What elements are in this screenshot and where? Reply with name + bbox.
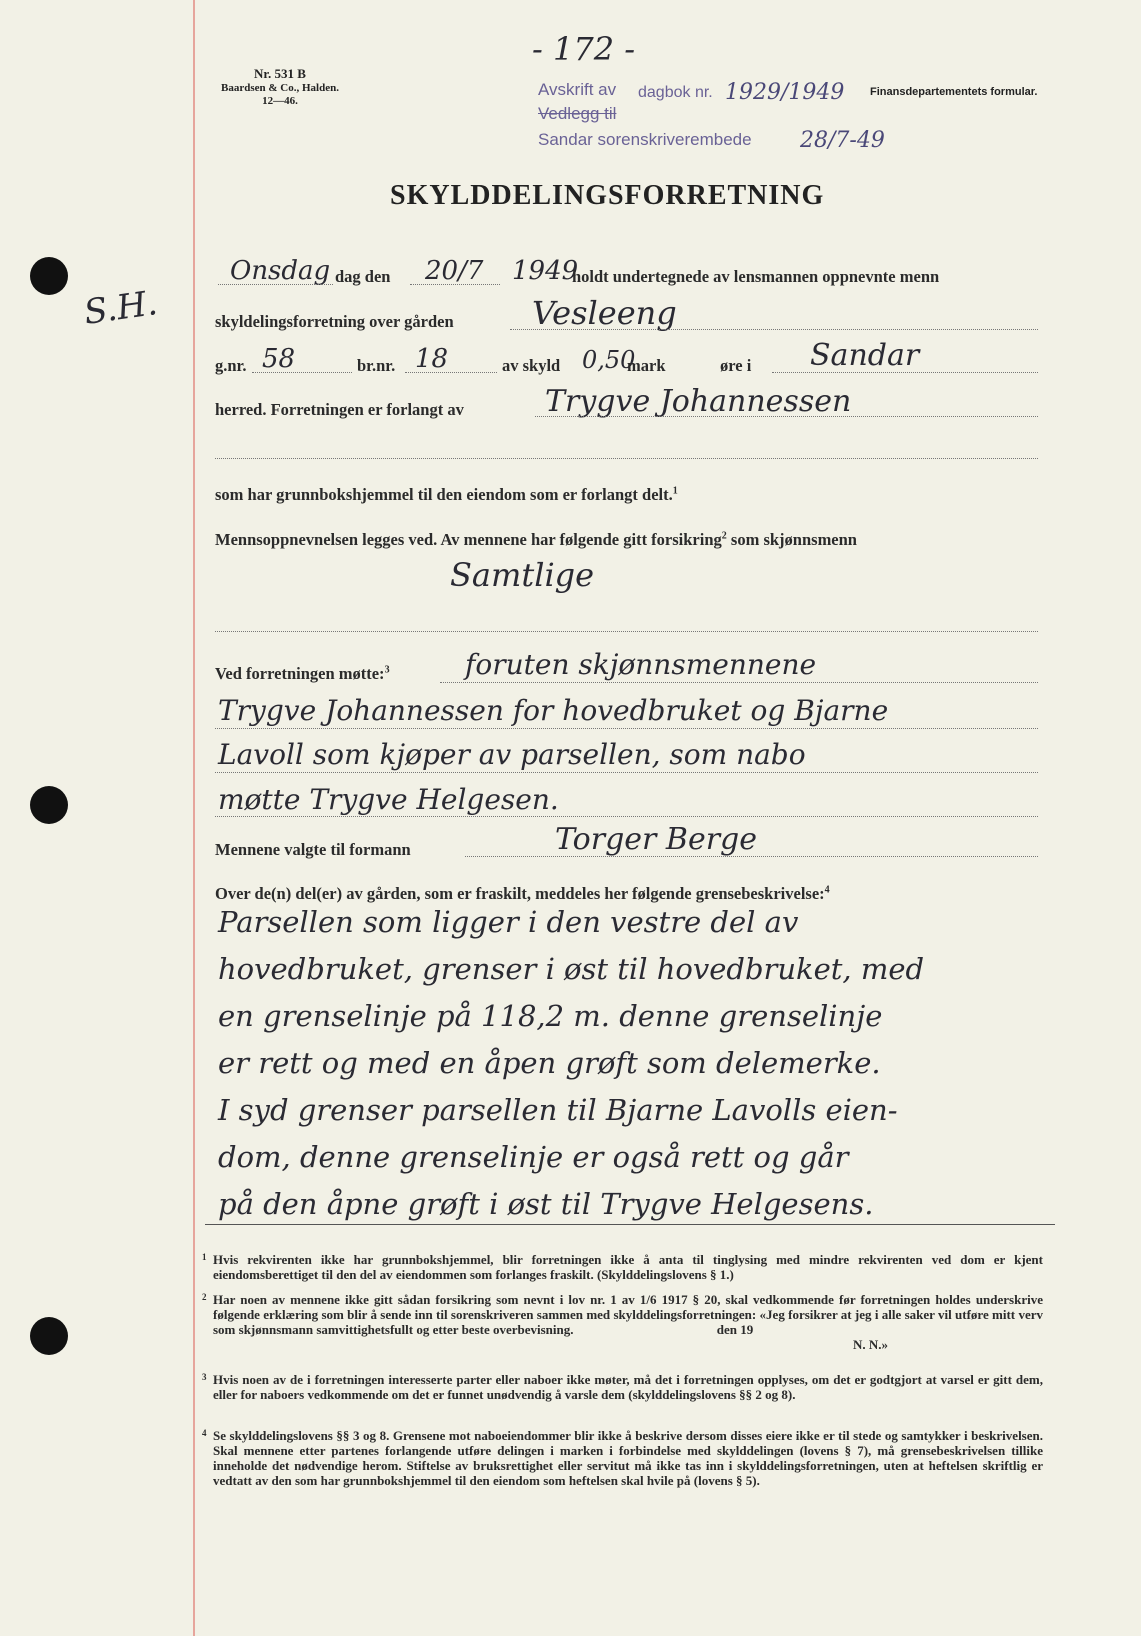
- form-publisher: Baardsen & Co., Halden.: [221, 82, 339, 94]
- grense-line-4: er rett og med en åpen grøft som delemerke.: [218, 1046, 881, 1080]
- footnote-2: 2 Har noen av mennene ikke gitt sådan forsikring som nevnt i lov nr. 1 av 1/6 1917 § 20, skal vedkommende før forretningen holdes underskrive følgende erklæring som blir å sende inn til sorenskriveren sammen med skylddelingsforretningen: «Jeg forsikrer at jeg i alle saker vil utføre mitt verv som skjønnsmann samvittighetsfullt og etter beste overbevisning. den 19 N. N.»: [202, 1292, 1043, 1352]
- fill-line: [440, 682, 1038, 683]
- motte-line-4: møtte Trygve Helgesen.: [218, 783, 559, 816]
- motte-line-1: foruten skjønnsmennene: [465, 648, 817, 681]
- ore-label: øre i: [720, 356, 752, 375]
- grense-line-6: dom, denne grenselinje er også rett og går: [218, 1140, 849, 1174]
- fill-line: [215, 772, 1038, 773]
- grense-line-5: I syd grenser parsellen til Bjarne Lavolls eien-: [218, 1093, 898, 1127]
- herred-label: herred. Forretningen er forlangt av: [215, 400, 464, 419]
- fill-line: [215, 816, 1038, 817]
- requester-hw: Trygve Johannessen: [545, 384, 852, 419]
- punch-hole: [30, 257, 68, 295]
- skyld-label: av skyld: [502, 356, 561, 375]
- form-number: Nr. 531 B: [254, 66, 306, 81]
- formann-label: Mennene valgte til formann: [215, 840, 411, 859]
- menn-text: Mennsoppnevnelsen legges ved. Av mennene har følgende gitt forsikring$^2$ som skjønnsmenn: [215, 530, 857, 549]
- mark-label: mark: [627, 356, 666, 375]
- year-hw: 1949: [512, 256, 579, 286]
- stamp-line1: Avskrift av: [538, 80, 617, 99]
- motte-line-2: Trygve Johannessen for hovedbruket og Bjarne: [218, 694, 889, 727]
- page-number: - 172 -: [532, 30, 636, 68]
- formann-hw: Torger Berge: [555, 822, 758, 857]
- grense-line-2: hovedbruket, grenser i øst til hovedbruket, med: [218, 952, 925, 986]
- grense-line-3: en grenselinje på 118,2 m. denne grenselinje: [218, 999, 883, 1033]
- farm-hw: Vesleeng: [532, 294, 677, 332]
- fill-line: [252, 372, 352, 373]
- fill-line: [218, 284, 333, 285]
- stamp-date: 28/7-49: [800, 128, 885, 153]
- dag-label: dag den: [335, 267, 391, 286]
- fill-line: [772, 372, 1038, 373]
- margin-initials: S.H.: [81, 283, 160, 333]
- bnr-label: br.nr.: [357, 356, 396, 375]
- gnr-hw: 58: [262, 344, 296, 374]
- stamp-line2: Vedlegg til: [538, 104, 617, 123]
- date-hw: 20/7: [425, 256, 484, 286]
- fill-line: [215, 458, 1038, 459]
- footnote-3: 3 Hvis noen av de i forretningen interesserte parter eller naboer ikke møter, må det i forretningen opplyses, om det er godtgjort at varsel er gitt dem, eller for naboers vedkommende om det er funnet unødvendig å varsle dem (skylddelingslovens §§ 2 og 8).: [202, 1372, 1043, 1402]
- fill-line: [410, 284, 500, 285]
- stamp-dagbok-label: dagbok nr.: [638, 84, 713, 101]
- ministry-form-label: Finansdepartementets formular.: [870, 86, 1038, 98]
- form-date-code: 12—46.: [262, 95, 298, 107]
- footnote-4: 4 Se skylddelingslovens §§ 3 og 8. Grensene mot naboeiendommer blir ikke å beskrive dersom disses eiere ikke er til stede og samtykker i beskrivelsen. Skal mennene etter partenes forlangende utføre delingen i marken i forbindelse med skylddelingen (lovens § 7), må grensebeskrivelsen tillike inneholde det nødvendige herom. Stiftelse av bruksrettighet eller servitut må ikke tas inn i skylddelingsforretningen, uten at heftelsen skriftlig er vedtatt av den som har grunnbokshjemmel til den eiendom som heftelsen skal hvile på (lovens § 5).: [202, 1428, 1043, 1488]
- hjemmel-text: som har grunnbokshjemmel til den eiendom som er forlangt delt.$^1$: [215, 485, 678, 504]
- document-title: SKYLDDELINGSFORRETNING: [390, 180, 825, 211]
- form-info: [210, 66, 350, 108]
- grense-line-7: på den åpne grøft i øst til Trygve Helgesens.: [218, 1187, 874, 1221]
- closing-line: [205, 1224, 1055, 1225]
- holdt-label: holdt undertegnede av lensmannen oppnevnte menn: [572, 267, 940, 286]
- fill-line: [215, 631, 1038, 632]
- fill-line: [405, 372, 497, 373]
- motte-line-3: Lavoll som kjøper av parsellen, som nabo: [218, 738, 806, 771]
- margin-rule: [193, 0, 195, 1636]
- footnote-1: 1 Hvis rekvirenten ikke har grunnbokshjemmel, blir forretningen ikke å anta til tinglysing med mindre rekvirenten ved dom er kjent eiendomsberettiget til den del av eiendommen som forlanges fraskilt. (Skylddelingslovens § 1.): [202, 1252, 1043, 1282]
- fill-line: [215, 728, 1038, 729]
- stamp-office: Sandar sorenskriverembede: [538, 130, 752, 149]
- fill-line: [510, 329, 1038, 330]
- punch-hole: [30, 786, 68, 824]
- motte-label: Ved forretningen møtte:$^3$: [215, 664, 390, 683]
- bnr-hw: 18: [415, 344, 449, 374]
- fill-line: [465, 856, 1038, 857]
- grense-line-1: Parsellen som ligger i den vestre del av: [218, 905, 799, 939]
- gnr-label: g.nr.: [215, 356, 247, 375]
- fill-line: [535, 416, 1038, 417]
- samtlige-hw: Samtlige: [450, 556, 595, 594]
- stamp-dagbok-number: 1929/1949: [725, 80, 845, 105]
- herred-hw: Sandar: [810, 338, 920, 373]
- punch-hole: [30, 1317, 68, 1355]
- weekday-hw: Onsdag: [230, 256, 331, 286]
- skyld-hw: 0,50: [582, 346, 636, 374]
- grense-label: Over de(n) del(er) av gården, som er fraskilt, meddeles her følgende grensebeskrivelse:$^4$: [215, 884, 830, 903]
- farm-label: skyldelingsforretning over gården: [215, 312, 454, 331]
